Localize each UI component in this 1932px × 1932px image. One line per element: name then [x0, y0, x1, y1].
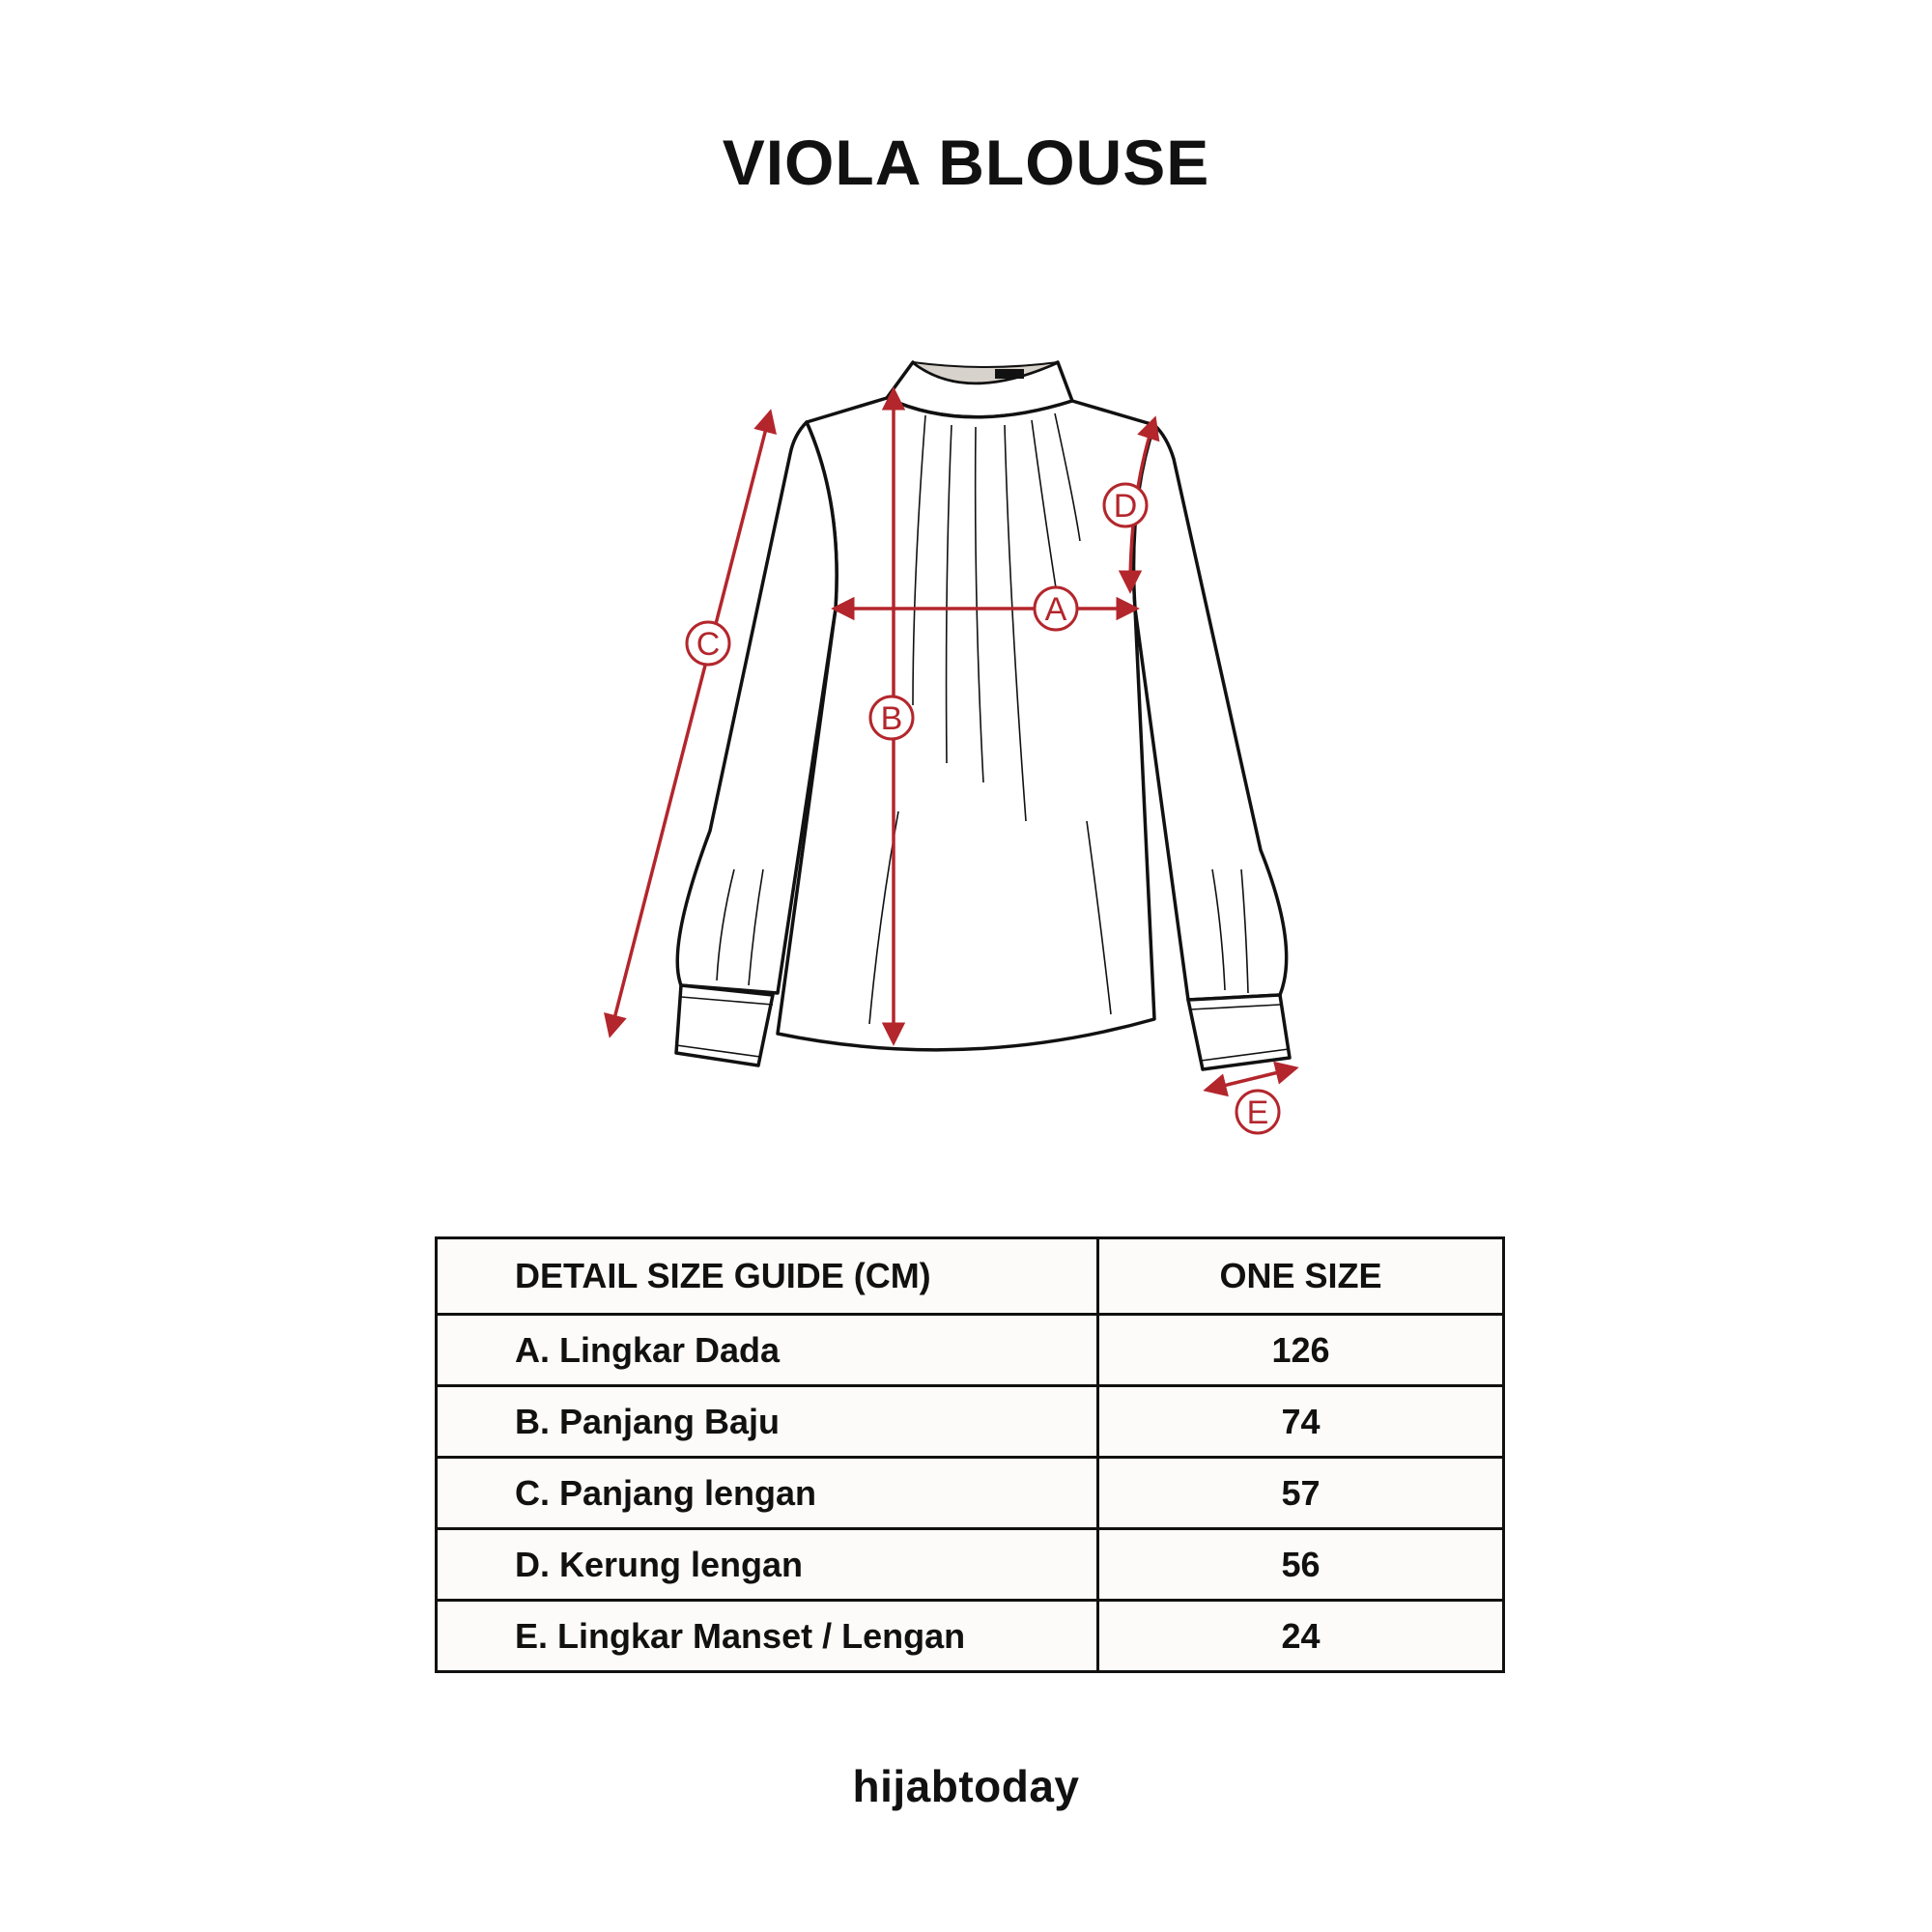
brand-tag: [995, 369, 1024, 379]
badge-c: [687, 622, 729, 665]
row-label: C. Panjang lengan: [437, 1458, 1098, 1529]
size-guide-table: [435, 1236, 1505, 1673]
badge-d-label: D: [1113, 488, 1138, 525]
badge-d: [1104, 484, 1147, 526]
row-value: 74: [1098, 1386, 1504, 1458]
table-header-row: [437, 1238, 1504, 1315]
page-title: VIOLA BLOUSE: [722, 127, 1210, 198]
row-label: D. Kerung lengan: [437, 1529, 1098, 1601]
badge-a-label: A: [1044, 591, 1067, 628]
dimension-e-line: [1208, 1068, 1294, 1090]
blouse-outline: [676, 362, 1290, 1069]
badge-b-label: B: [880, 700, 903, 737]
badge-c-label: C: [696, 626, 721, 663]
header-detail: DETAIL SIZE GUIDE (CM): [437, 1238, 1098, 1315]
row-value: 56: [1098, 1529, 1504, 1601]
header-one-size: ONE SIZE: [1098, 1238, 1504, 1315]
brand-logo: hijabtoday: [852, 1761, 1080, 1811]
badge-b: [870, 696, 913, 739]
badge-e: [1236, 1091, 1279, 1133]
table-row: [437, 1315, 1504, 1386]
right-sleeve: [1134, 425, 1287, 1000]
blouse-body: [778, 398, 1154, 1050]
table-row: [437, 1458, 1504, 1529]
badge-e-label: E: [1246, 1094, 1269, 1131]
table-row: [437, 1529, 1504, 1601]
row-label: B. Panjang Baju: [437, 1386, 1098, 1458]
row-value: 126: [1098, 1315, 1504, 1386]
row-value: 24: [1098, 1601, 1504, 1672]
row-label: E. Lingkar Manset / Lengan: [437, 1601, 1098, 1672]
row-value: 57: [1098, 1458, 1504, 1529]
table-row: [437, 1601, 1504, 1672]
row-label: A. Lingkar Dada: [437, 1315, 1098, 1386]
table-row: [437, 1386, 1504, 1458]
badge-a: [1035, 587, 1077, 630]
